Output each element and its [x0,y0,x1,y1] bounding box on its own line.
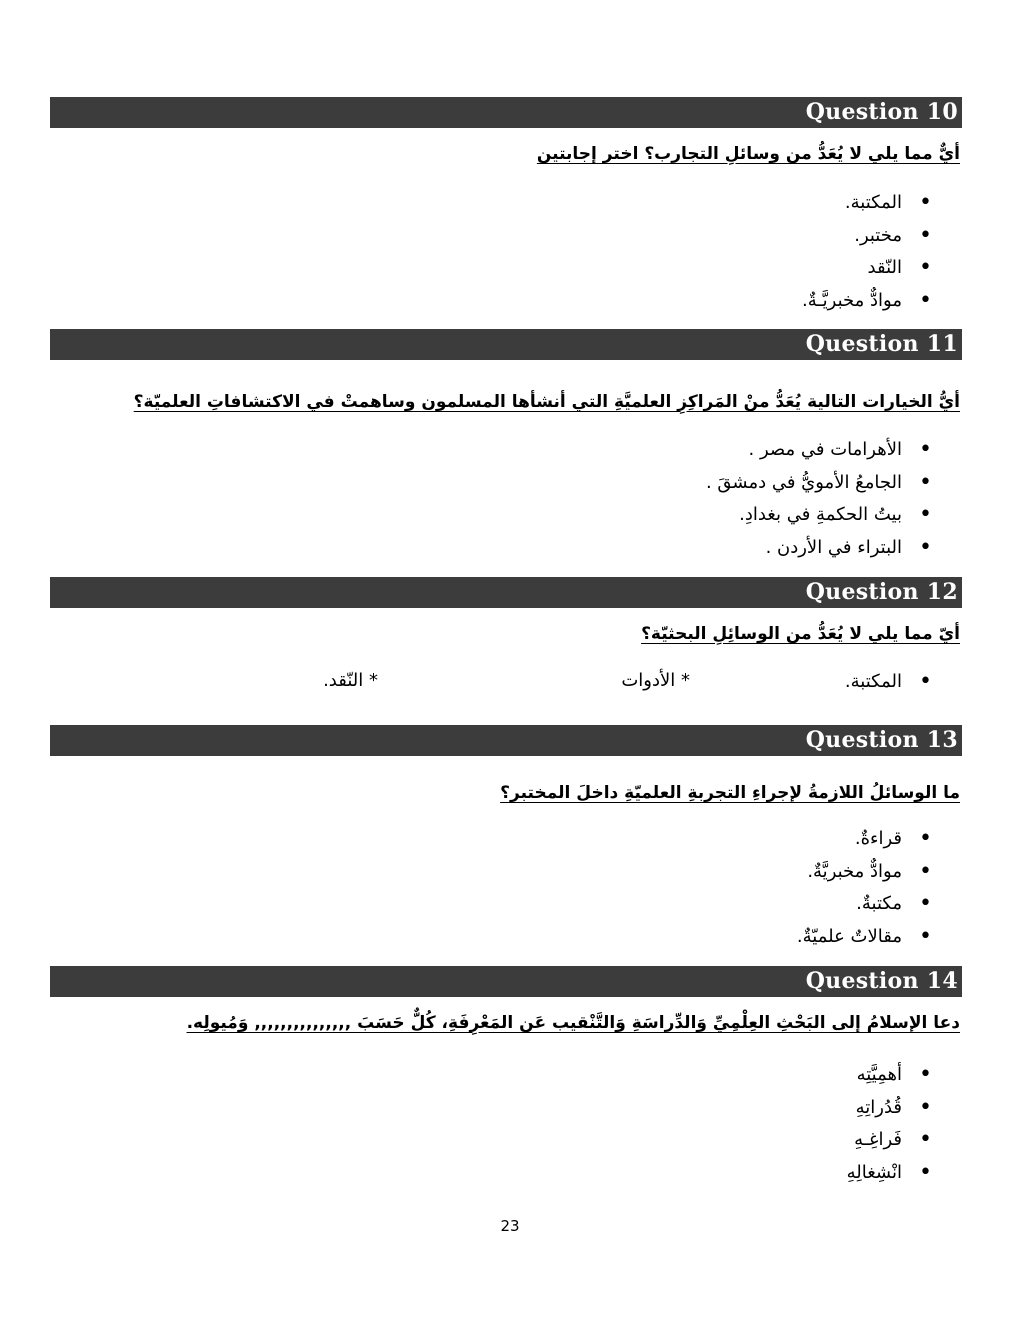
question-12-text: أيّ مما يلي لا يُعَدُّ من الوسائِلِ البحثيّة؟ [641,624,960,644]
question-14-options [847,1059,932,1189]
question-14-text: دعا الإسلامُ إلى البَحْثِ العِلْمِيِّ وَالدِّراسَةِ وَالتَّنْقيب عَن المَعْرِفَةِ، كُلٌّ حَسَبَ ,,,,,,,,,,,,,,, وَمُيولِه. [186,1013,960,1033]
option-item[interactable]: • المكتبة. [802,187,932,220]
question-13-header [50,725,962,756]
question-13-text: ما الوسائلُ اللازمةُ لإجراءِ التجربةِ العلميّةِ داخلَ المختبر؟ [500,783,960,803]
question-13-options [797,823,932,953]
option-item[interactable]: • موادٌّ مخبريَّـةٌ. [802,285,932,318]
option-item[interactable]: • النّقد [802,252,932,285]
option-item[interactable]: • أهمِيَّتِه [847,1059,932,1092]
page-number: 23 [500,1217,520,1235]
option-item[interactable]: • فَراغِـهِ [847,1124,932,1157]
question-11-options [706,434,932,564]
option-item[interactable]: • انْشِغالِهِ [847,1157,932,1190]
question-11-text: أيُّ الخيارات التالية يُعَدُّ منْ المَراكِزِ العلميَّةِ التي أنشأها المسلمون وساهمتْ في الاكتشافاتِ العلميّة؟ [133,392,960,412]
option-item[interactable]: • البتراء في الأردن . [706,532,932,565]
option-inline[interactable]: * النّقد. [323,670,378,691]
question-title: Question 11 [805,331,958,357]
question-title: Question 12 [805,579,958,605]
question-14-header [50,966,962,997]
option-item[interactable]: • الجامعُ الأمويُّ في دمشقَ . [706,467,932,500]
question-title: Question 10 [805,99,958,125]
option-inline[interactable]: * الأدوات [621,670,690,691]
option-item[interactable]: • مكتبةٌ. [797,888,932,921]
option-item[interactable]: • موادٌّ مخبريَّةٌ. [797,856,932,889]
option-item[interactable]: • مقالاتٌ علميّةٌ. [797,921,932,954]
question-10-text: أيٌّ مما يلي لا يُعَدُّ من وسائلِ التجارب؟ اختر إجابتين [536,144,960,164]
question-12-header [50,577,962,608]
option-item[interactable]: • قراءةٌ. [797,823,932,856]
question-10-options [802,187,932,317]
option-item[interactable]: • مختبر. [802,220,932,253]
question-11-header [50,329,962,360]
option-item[interactable]: • بيتُ الحكمةِ في بغدادِ. [706,499,932,532]
question-12-options [845,666,932,699]
question-title: Question 13 [805,727,958,753]
option-item[interactable]: • الأهرامات في مصر . [706,434,932,467]
option-item[interactable]: • قُدُراتِهِ [847,1092,932,1125]
option-item[interactable]: • المكتبة. [845,666,932,699]
question-10-header [50,97,962,128]
question-title: Question 14 [805,968,958,994]
